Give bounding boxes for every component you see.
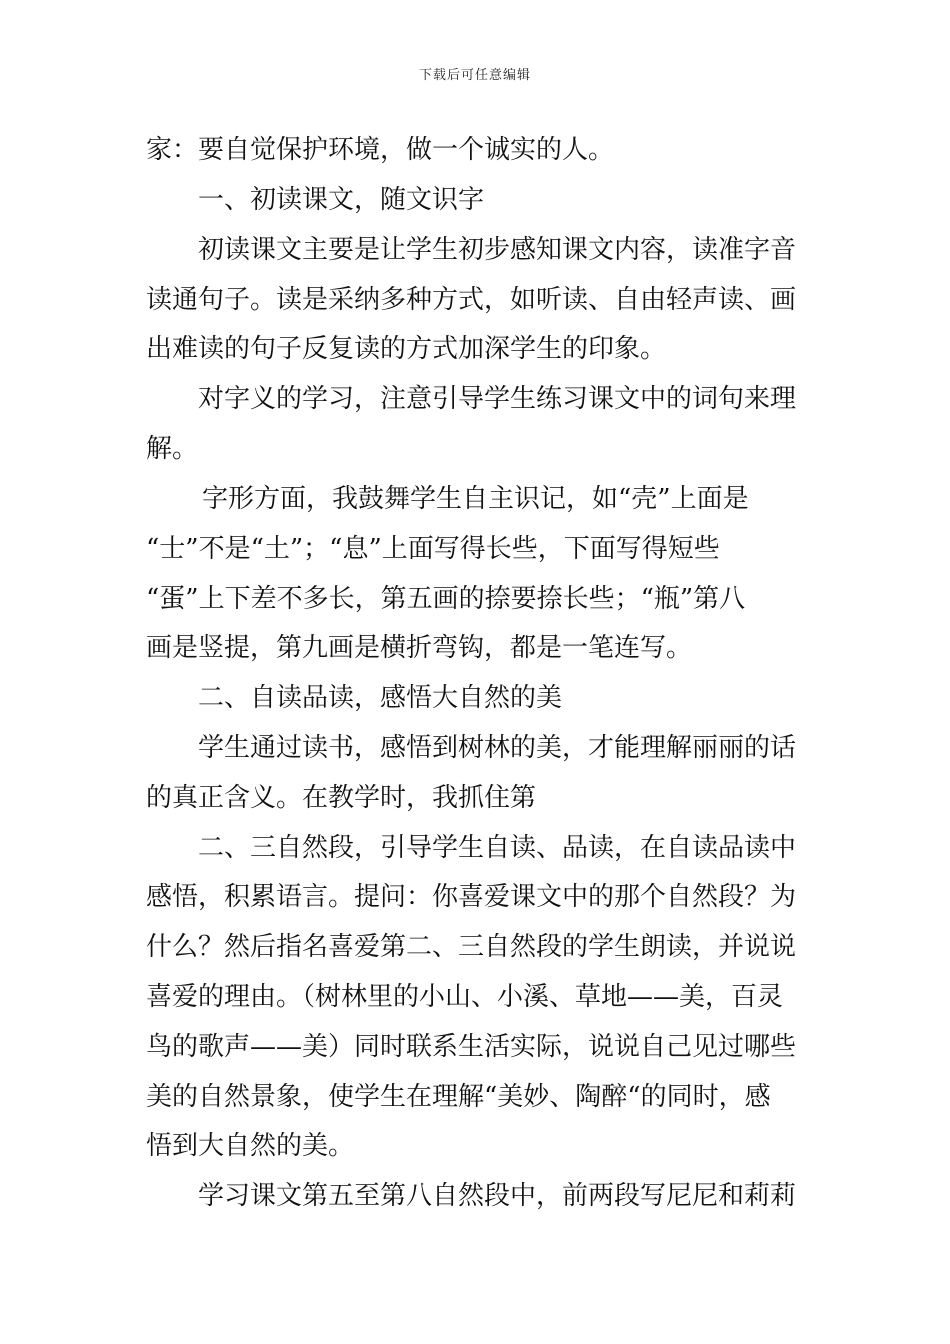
section-heading: 二、自读品读，感悟大自然的美: [198, 683, 563, 713]
section-heading: 一、初读课文，随文识字: [198, 185, 485, 215]
page-header: 下载后可任意编辑: [418, 68, 531, 83]
text-line: 学习课文第五至第八自然段中，前两段写尼尼和莉莉: [198, 1181, 797, 1211]
text-line: 美的自然景象，使学生在理解“美妙、陶醉“的同时，感: [146, 1082, 771, 1112]
text-line: 出难读的句子反复读的方式加深学生的印象。: [146, 334, 667, 364]
text-line: 什么？然后指名喜爱第二、三自然段的学生朗读，并说说: [146, 932, 797, 962]
text-line: 读通句子。读是采纳多种方式，如听读、自由轻声读、画: [146, 285, 797, 315]
text-line: 对字义的学习，注意引导学生练习课文中的词句来理: [198, 384, 797, 414]
text-line: 字形方面，我鼓舞学生自主识记，如“壳”上面是: [202, 484, 749, 514]
text-line: 画是竖提，第九画是横折弯钩，都是一笔连写。: [146, 633, 693, 663]
text-line: 悟到大自然的美。: [146, 1131, 355, 1161]
text-line: “蛋”上下差不多长，第五画的捺要捺长些；“瓶”第八: [146, 584, 746, 614]
text-line: 的真正含义。在教学时，我抓住第: [146, 783, 537, 813]
text-line: 家：要自觉保护环境，做一个诚实的人。: [146, 135, 615, 165]
text-line: 感悟，积累语言。提问：你喜爱课文中的那个自然段？为: [146, 882, 797, 912]
text-line: 初读课文主要是让学生初步感知课文内容，读准字音: [198, 235, 797, 265]
text-line: 学生通过读书，感悟到树林的美，才能理解丽丽的话: [198, 733, 797, 763]
text-line: 解。: [146, 434, 199, 464]
text-line: “士”不是“土”；“息”上面写得长些，下面写得短些: [146, 534, 720, 564]
text-line: 鸟的歌声——美）同时联系生活实际，说说自己见过哪些: [146, 1032, 797, 1062]
text-line: 喜爱的理由。（树林里的小山、小溪、草地——美，百灵: [146, 982, 784, 1012]
text-line: 二、三自然段，引导学生自读、品读，在自读品读中: [198, 833, 797, 863]
